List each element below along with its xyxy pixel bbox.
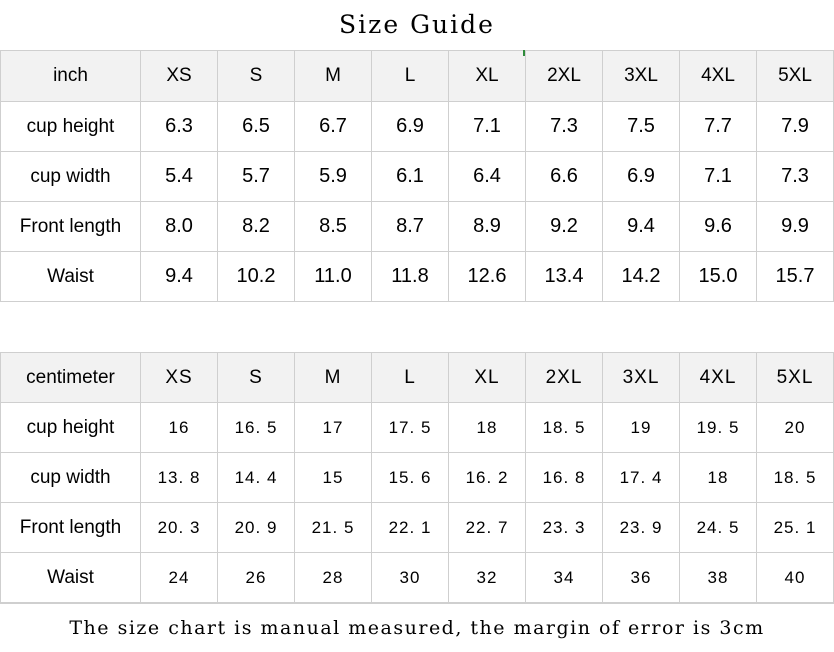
cell-value: 20: [757, 403, 834, 453]
column-header-4xl: 4XL: [680, 51, 757, 102]
row-label-front-length: Front length: [1, 503, 141, 553]
column-header-5xl: 5XL: [757, 353, 834, 403]
column-header-m: M: [295, 51, 372, 102]
cell-value: 8.2: [218, 202, 295, 252]
cell-value: 6.7: [295, 102, 372, 152]
column-header-3xl: 3XL: [603, 353, 680, 403]
cell-value: 22. 1: [372, 503, 449, 553]
centimeter-size-table: [0, 352, 834, 603]
cell-value: 16. 2: [449, 453, 526, 503]
cell-value: 15.0: [680, 252, 757, 302]
cell-value: 15.7: [757, 252, 834, 302]
cell-value: 8.7: [372, 202, 449, 252]
column-header-l: L: [372, 51, 449, 102]
cell-value: 26: [218, 553, 295, 603]
cm-unit-label: centimeter: [1, 353, 141, 403]
cell-value: 16. 5: [218, 403, 295, 453]
cell-value: 24: [141, 553, 218, 603]
cell-value: 19. 5: [680, 403, 757, 453]
cell-value: 15: [295, 453, 372, 503]
row-label-cup-width: cup width: [1, 152, 141, 202]
column-header-2xl: 2XL: [526, 51, 603, 102]
table-row: [1, 152, 834, 202]
cell-value: 5.4: [141, 152, 218, 202]
cell-value: 6.4: [449, 152, 526, 202]
table-row: [1, 202, 834, 252]
cell-value: 7.3: [757, 152, 834, 202]
cell-value: 8.9: [449, 202, 526, 252]
row-label-waist: Waist: [1, 553, 141, 603]
cell-value: 18. 5: [526, 403, 603, 453]
cell-value: 10.2: [218, 252, 295, 302]
cell-value: 30: [372, 553, 449, 603]
cell-value: 25. 1: [757, 503, 834, 553]
cell-value: 6.3: [141, 102, 218, 152]
cell-value: 6.5: [218, 102, 295, 152]
cell-value: 17. 5: [372, 403, 449, 453]
measurement-disclaimer: The size chart is manual measured, the margin of error is 3cm: [0, 603, 834, 652]
cell-value: 38: [680, 553, 757, 603]
row-label-waist: Waist: [1, 252, 141, 302]
table-row: [1, 553, 834, 603]
cell-value: 24. 5: [680, 503, 757, 553]
column-header-s: S: [218, 353, 295, 403]
cell-value: 6.9: [603, 152, 680, 202]
cell-value: 23. 3: [526, 503, 603, 553]
column-header-4xl: 4XL: [680, 353, 757, 403]
cell-value: 7.9: [757, 102, 834, 152]
cell-value: 6.1: [372, 152, 449, 202]
table-separator: [0, 302, 834, 352]
cell-value: 23. 9: [603, 503, 680, 553]
cell-value: 9.4: [141, 252, 218, 302]
cell-value: 5.7: [218, 152, 295, 202]
cell-value: 34: [526, 553, 603, 603]
cell-value: 14. 4: [218, 453, 295, 503]
cell-value: 6.6: [526, 152, 603, 202]
cell-value: 20. 9: [218, 503, 295, 553]
cell-value: 19: [603, 403, 680, 453]
cell-value: 17: [295, 403, 372, 453]
cell-value: 17. 4: [603, 453, 680, 503]
cell-value: 13. 8: [141, 453, 218, 503]
column-header-xl: XL: [449, 353, 526, 403]
column-header-2xl: 2XL: [526, 353, 603, 403]
column-header-m: M: [295, 353, 372, 403]
inch-size-table: [0, 50, 834, 302]
cell-value: 12.6: [449, 252, 526, 302]
row-label-cup-height: cup height: [1, 403, 141, 453]
column-header-xs: XS: [141, 51, 218, 102]
cell-value: 14.2: [603, 252, 680, 302]
cm-table-header-row: [1, 353, 834, 403]
cell-value: 36: [603, 553, 680, 603]
green-marker-icon: [523, 50, 525, 56]
cell-value: 7.7: [680, 102, 757, 152]
cell-value: 9.4: [603, 202, 680, 252]
table-row: [1, 403, 834, 453]
column-header-xs: XS: [141, 353, 218, 403]
inch-unit-label: inch: [1, 51, 141, 102]
inch-table-header-row: [1, 51, 834, 102]
cell-value: 9.9: [757, 202, 834, 252]
cell-value: 15. 6: [372, 453, 449, 503]
table-row: [1, 503, 834, 553]
cell-value: 7.3: [526, 102, 603, 152]
column-header-s: S: [218, 51, 295, 102]
column-header-l: L: [372, 353, 449, 403]
cell-value: 16. 8: [526, 453, 603, 503]
cell-value: 11.0: [295, 252, 372, 302]
column-header-5xl: 5XL: [757, 51, 834, 102]
row-label-front-length: Front length: [1, 202, 141, 252]
row-label-cup-height: cup height: [1, 102, 141, 152]
row-label-cup-width: cup width: [1, 453, 141, 503]
cell-value: 6.9: [372, 102, 449, 152]
cell-value: 18: [449, 403, 526, 453]
cell-value: 28: [295, 553, 372, 603]
page-title: Size Guide: [339, 10, 495, 39]
table-row: [1, 453, 834, 503]
table-row: [1, 102, 834, 152]
cell-value: 18: [680, 453, 757, 503]
cell-value: 18. 5: [757, 453, 834, 503]
cell-value: 16: [141, 403, 218, 453]
cell-value: 8.0: [141, 202, 218, 252]
cell-value: 9.6: [680, 202, 757, 252]
cell-value: 40: [757, 553, 834, 603]
table-row: [1, 252, 834, 302]
cell-value: 8.5: [295, 202, 372, 252]
cell-value: 32: [449, 553, 526, 603]
cell-value: 13.4: [526, 252, 603, 302]
cell-value: 22. 7: [449, 503, 526, 553]
cell-value: 9.2: [526, 202, 603, 252]
column-header-xl: XL: [449, 51, 526, 102]
cell-value: 11.8: [372, 252, 449, 302]
cell-value: 7.1: [680, 152, 757, 202]
cell-value: 20. 3: [141, 503, 218, 553]
cell-value: 21. 5: [295, 503, 372, 553]
cell-value: 7.5: [603, 102, 680, 152]
column-header-3xl: 3XL: [603, 51, 680, 102]
cell-value: 7.1: [449, 102, 526, 152]
cell-value: 5.9: [295, 152, 372, 202]
